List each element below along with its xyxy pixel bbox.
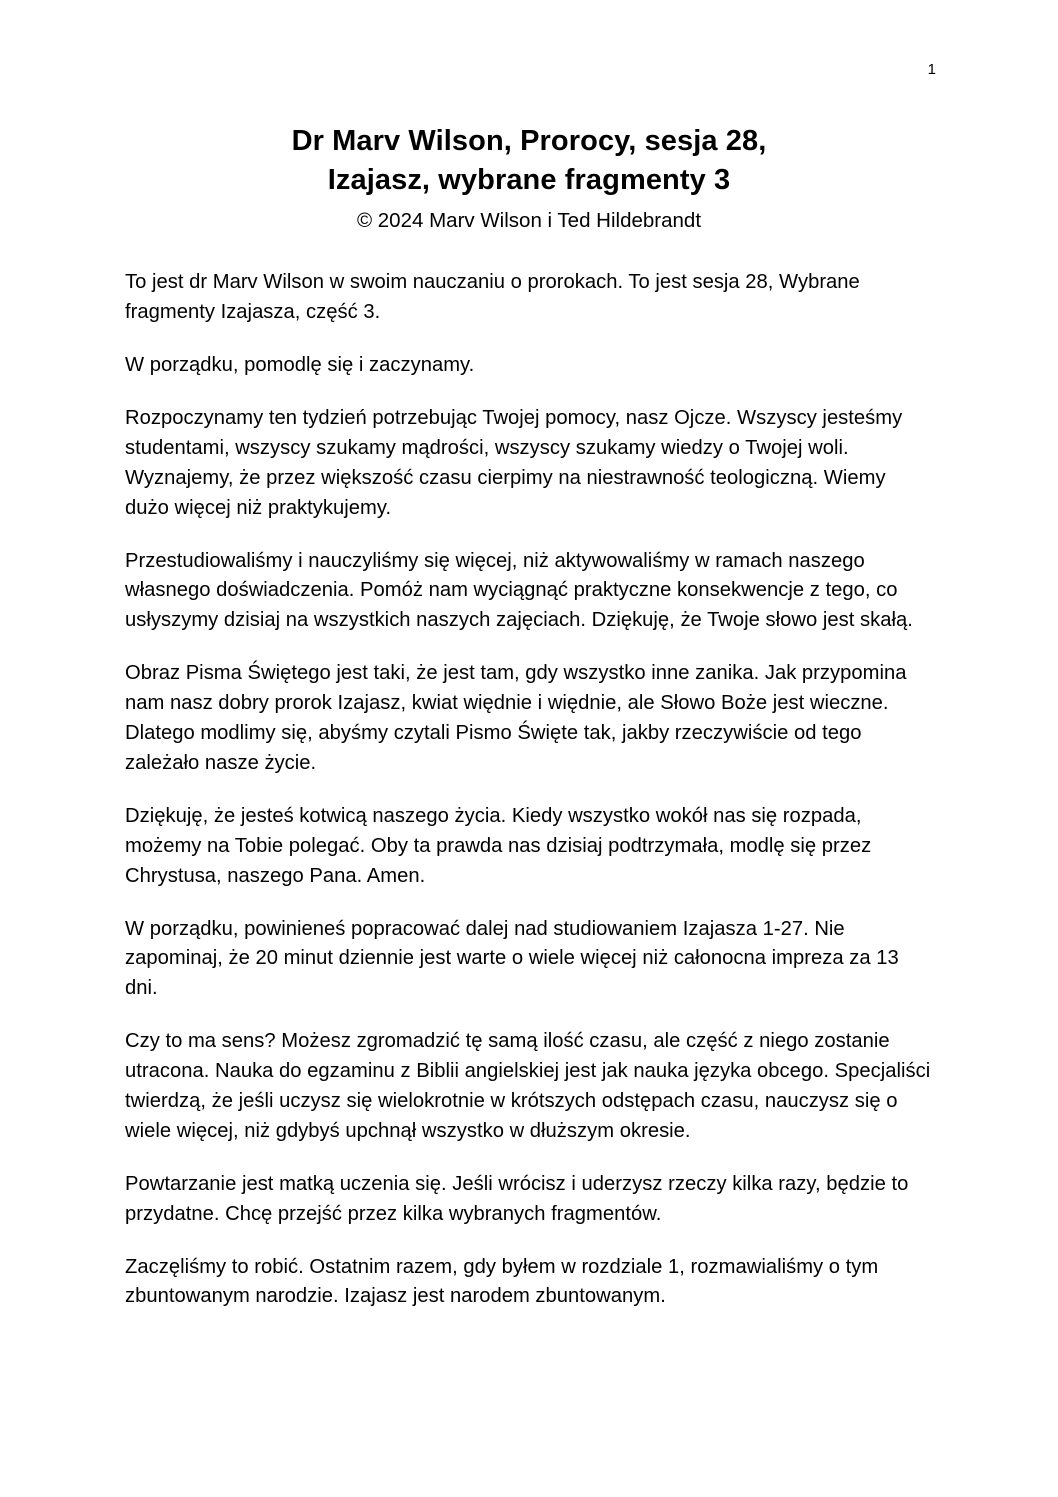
body-paragraph: Rozpoczynamy ten tydzień potrzebując Twojej pomocy, nasz Ojcze. Wszyscy jesteśmy studentami, wszyscy szukamy mądrości, wszyscy szukamy wiedzy o Twojej woli. Wyznajemy, że przez większość czasu cierpimy na niestrawność teologiczną. Wiemy dużo więcej niż praktykujemy.: [125, 407, 903, 519]
body-paragraph: To jest dr Marv Wilson w swoim nauczaniu o prorokach. To jest sesja 28, Wybrane fragmenty Izajasza, część 3.: [125, 271, 860, 324]
page-title-line-1: Dr Marv Wilson, Prorocy, sesja 28,: [291, 125, 767, 157]
title-block: [125, 122, 933, 234]
body-paragraph: W porządku, pomodlę się i zaczynamy.: [125, 354, 475, 377]
body-paragraph: Czy to ma sens? Możesz zgromadzić tę samą ilość czasu, ale część z niego zostanie utracona. Nauka do egzaminu z Biblii angielskiej jest jak nauka języka obcego. Specjaliści twierdzą, że jeśli uczysz się wielokrotnie w krótszych odstępach czasu, nauczysz się o wiele więcej, niż gdybyś upchnął wszystko w dłuższym okresie.: [125, 1030, 931, 1142]
body-paragraph: W porządku, powinieneś popracować dalej nad studiowaniem Izajasza 1-27. Nie zapominaj, że 20 minut dziennie jest warte o wiele więcej niż całonocna impreza za 13 dni.: [125, 917, 899, 1000]
page-title-line-2: Izajasz, wybrane fragmenty 3: [327, 163, 731, 196]
document-body: [125, 268, 933, 1312]
body-paragraph: Przestudiowaliśmy i nauczyliśmy się więcej, niż aktywowaliśmy w ramach naszego własnego doświadczenia. Pomóż nam wyciągnąć praktyczne konsekwencje z tego, co usłyszymy dzisiaj na wszystkich naszych zajęciach. Dziękuję, że Twoje słowo jest skałą.: [125, 549, 913, 632]
body-paragraph: Dziękuję, że jesteś kotwicą naszego życia. Kiedy wszystko wokół nas się rozpada, możemy na Tobie polegać. Oby ta prawda nas dzisiaj podtrzymała, modlę się przez Chrystusa, naszego Pana. Amen.: [125, 804, 872, 887]
body-paragraph: Obraz Pisma Świętego jest taki, że jest tam, gdy wszystko inne zanika. Jak przypomina nam nasz dobry prorok Izajasz, kwiat więdnie i więdnie, ale Słowo Boże jest wieczne. Dlatego modlimy się, abyśmy czytali Pismo Święte tak, jakby rzeczywiście od tego zależało nasze życie.: [125, 662, 907, 774]
body-paragraph: Powtarzanie jest matką uczenia się. Jeśli wrócisz i uderzysz rzeczy kilka razy, będzie to przydatne. Chcę przejść przez kilka wybranych fragmentów.: [125, 1172, 909, 1225]
page-number: 1: [927, 61, 936, 78]
body-paragraph: Zaczęliśmy to robić. Ostatnim razem, gdy byłem w rozdziale 1, rozmawialiśmy o tym zbuntowanym narodzie. Izajasz jest narodem zbuntowanym.: [125, 1255, 879, 1308]
copyright-line: © 2024 Marv Wilson i Ted Hildebrandt: [356, 208, 702, 232]
